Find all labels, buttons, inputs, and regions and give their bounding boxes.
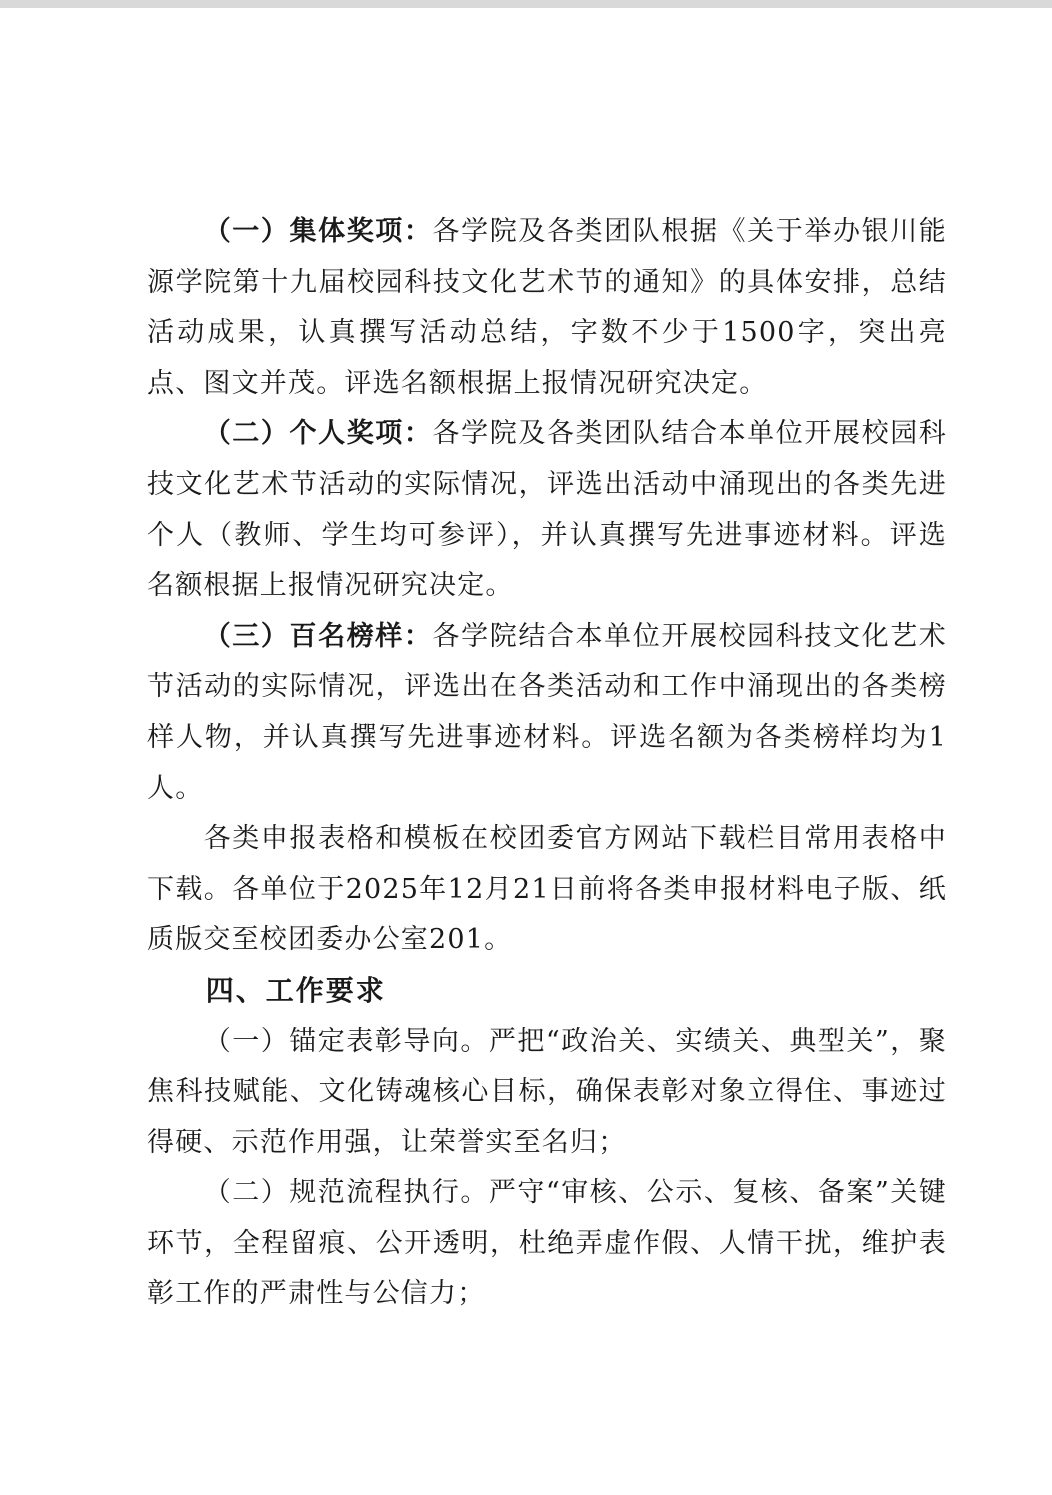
- top-border-strip: [0, 0, 1052, 8]
- collective-award-label: （一）集体奖项：: [203, 216, 433, 247]
- paragraph-requirement-1: （一）锚定表彰导向。严把“政治关、实绩关、典型关”，聚焦科技赋能、文化铸魂核心目标，确保表彰对象立得住、事迹过得硬、示范作用强，让荣誉实至名归；: [147, 1025, 947, 1158]
- collective-award-text: 各学院及各类团队根据《关于举办银川能源学院第十九届校园科技文化艺术节的通知》的具体安排，总结活动成果，认真撰写活动总结，字数不少于1500字，突出亮点、图文并茂。评选名额根据上报情况研究决定。: [147, 216, 947, 399]
- paragraph-submission: 各类申报表格和模板在校团委官方网站下载栏目常用表格中下载。各单位于2025年12月21日前将各类申报材料电子版、纸质版交至校团委办公室201。: [147, 823, 947, 956]
- paragraph-requirement-2: （二）规范流程执行。严守“审核、公示、复核、备案”关键环节，全程留痕、公开透明，杜绝弄虚作假、人情干扰，维护表彰工作的严肃性与公信力；: [147, 1177, 947, 1310]
- individual-award-label: （二）个人奖项：: [203, 418, 433, 450]
- role-models-text: 各学院结合本单位开展校园科技文化艺术节活动的实际情况，评选出在各类活动和工作中涌现出的各类榜样人物，并认真撰写先进事迹材料。评选名额为各类榜样均为1人。: [147, 620, 947, 804]
- individual-award-text: 各学院及各类团队结合本单位开展校园科技文化艺术节活动的实际情况，评选出活动中涌现出的各类先进个人（教师、学生均可参评），并认真撰写先进事迹材料。评选名额根据上报情况研究决定。: [147, 418, 947, 602]
- role-models-label: （三）百名榜样：: [203, 620, 433, 652]
- paragraph-role-models: [147, 612, 947, 814]
- document-page: [147, 207, 947, 1320]
- section-heading-work-requirements: 四、工作要求: [205, 973, 386, 1007]
- paragraph-collective-award: [147, 207, 947, 409]
- paragraph-individual-award: [147, 409, 947, 611]
